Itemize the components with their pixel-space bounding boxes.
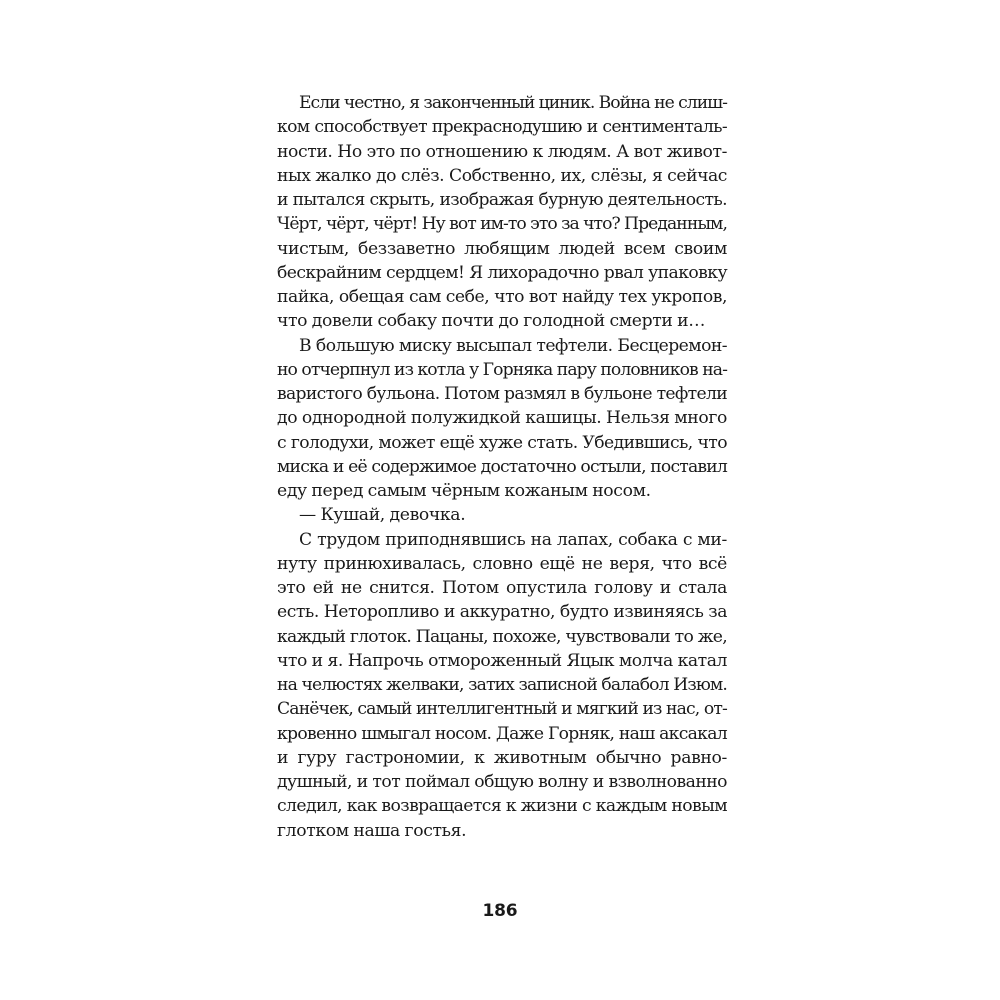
- text-line: это ей не снится. Потом опустила голову и стала: [277, 578, 727, 598]
- text-line: Санёчек, самый интеллигентный и мягкий из нас, от-: [277, 699, 727, 720]
- text-line: но отчерпнул из котла у Горняка пару половников на-: [277, 359, 727, 380]
- text-line: кровенно шмыгал носом. Даже Горняк, наш аксакал: [277, 723, 727, 744]
- text-line: ком способствует прекраснодушию и сентименталь-: [277, 117, 727, 138]
- text-line: с голодухи, может ещё хуже стать. Убедившись, что: [277, 432, 727, 453]
- text-line: Чёрт, чёрт, чёрт! Ну вот им-то это за что? Преданным,: [277, 214, 727, 235]
- text-line: есть. Неторопливо и аккуратно, будто извиняясь за: [277, 602, 727, 623]
- text-line: до однородной полужидкой кашицы. Нельзя много: [277, 408, 727, 429]
- text-line: каждый глоток. Пацаны, похоже, чувствовали то же,: [277, 626, 727, 647]
- text-line: еду перед самым чёрным кожаным носом.: [277, 481, 651, 501]
- text-line: бескрайним сердцем! Я лихорадочно рвал упаковку: [277, 262, 727, 283]
- text-line: миска и её содержимое достаточно остыли, поставил: [277, 456, 727, 477]
- text-line: что довели собаку почти до голодной смерти и…: [277, 311, 706, 332]
- text-line: что и я. Напрочь отмороженный Яцык молча катал: [277, 650, 727, 671]
- text-line: пайка, обещая сам себе, что вот найду тех укропов,: [277, 287, 727, 307]
- text-line: и пытался скрыть, изображая бурную деятельность.: [277, 190, 727, 210]
- text-line: В большую миску высыпал тефтели. Бесцеремон-: [299, 335, 727, 356]
- text-line: и гуру гастрономии, к животным обычно равно-: [277, 747, 727, 768]
- text-line: ных жалко до слёз. Собственно, их, слёзы, я сейчас: [277, 165, 727, 186]
- text-line: ности. Но это по отношению к людям. А вот живот-: [277, 141, 727, 162]
- text-line: на челюстях желваки, затих записной балабол Изюм.: [277, 675, 727, 695]
- text-line: С трудом приподнявшись на лапах, собака с ми-: [299, 529, 727, 550]
- text-line: Если честно, я законченный циник. Война не слиш-: [299, 93, 727, 113]
- text-line: нуту принюхивалась, словно ещё не веря, что всё: [277, 553, 727, 574]
- text-line: следил, как возвращается к жизни с каждым новым: [277, 796, 727, 817]
- text-line: чистым, беззаветно любящим людей всем своим: [277, 238, 727, 259]
- text-line: душный, и тот поймал общую волну и взволнованно: [277, 772, 727, 792]
- text-line: глотком наша гостья.: [277, 820, 467, 841]
- text-line: — Кушай, девочка.: [299, 505, 466, 526]
- body-text: [277, 91, 727, 843]
- page-number: 186: [482, 901, 518, 921]
- text-line: варистого бульона. Потом размял в бульоне тефтели: [277, 384, 727, 404]
